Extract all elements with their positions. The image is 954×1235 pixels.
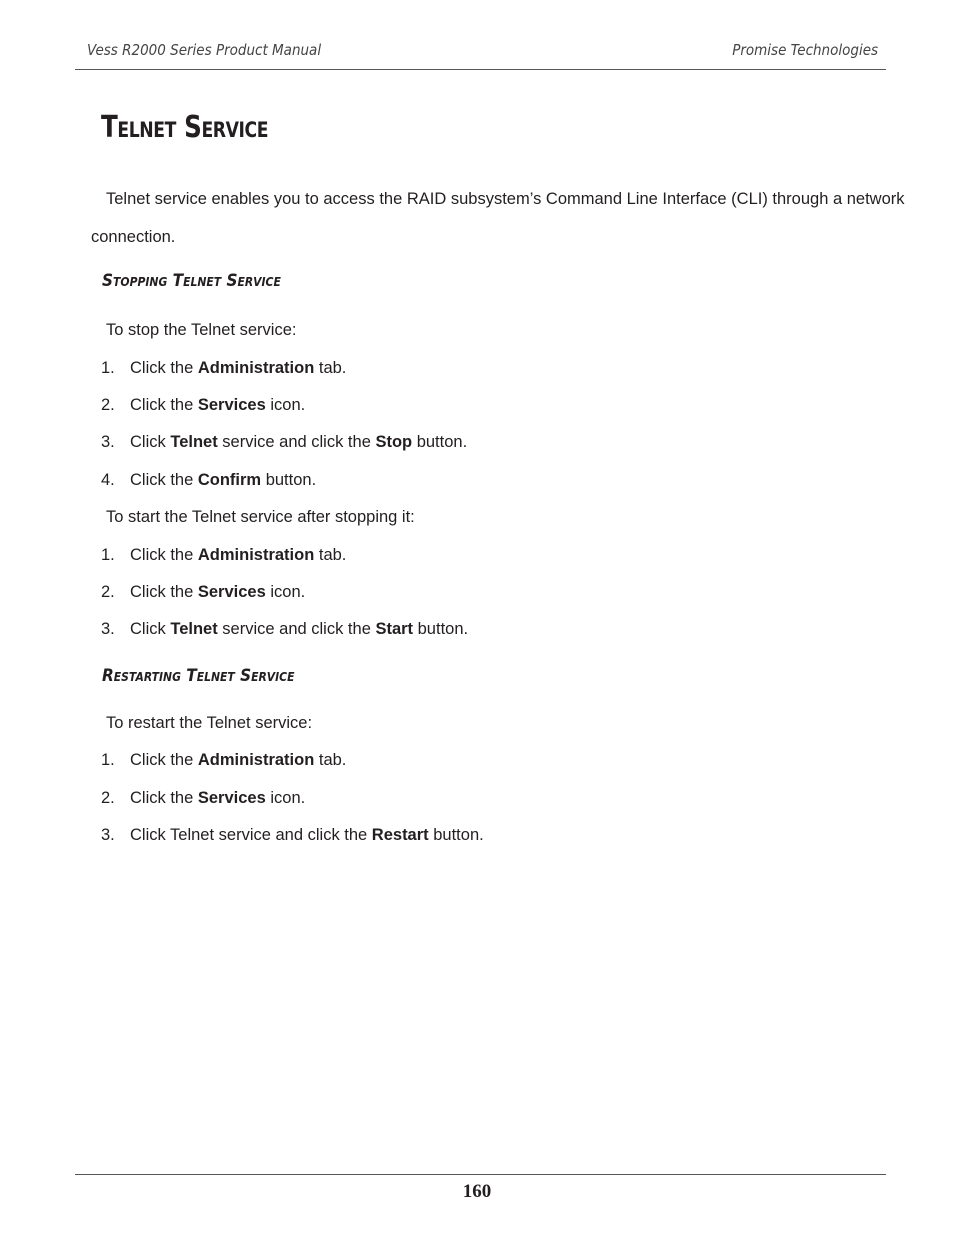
restart-intro: To restart the Telnet service:	[106, 714, 313, 732]
list-item: 1. Click the Administration tab.	[101, 359, 347, 377]
list-item: 1. Click the Administration tab.	[101, 751, 347, 769]
list-item: 2. Click the Services icon.	[101, 396, 306, 414]
section-heading-stopping: Stopping Telnet Service	[102, 271, 281, 291]
list-item: 3. Click Telnet service and click the Stop button.	[101, 433, 468, 451]
footer-divider	[75, 1174, 886, 1175]
page-title: Telnet Service	[101, 110, 269, 145]
start-intro: To start the Telnet service after stopping it:	[106, 508, 415, 526]
header-company: Promise Technologies	[732, 41, 878, 59]
stop-intro: To stop the Telnet service:	[106, 321, 297, 339]
intro-paragraph-line1: Telnet service enables you to access the RAID subsystem’s Command Line Interface (CLI) through a network	[106, 190, 905, 208]
list-item: 1. Click the Administration tab.	[101, 546, 347, 564]
header-manual-title: Vess R2000 Series Product Manual	[87, 41, 322, 59]
page-number: 160	[462, 1181, 492, 1202]
page-header	[75, 38, 886, 70]
list-item: 3. Click Telnet service and click the Start button.	[101, 620, 469, 638]
intro-paragraph-line2: connection.	[91, 228, 176, 246]
list-item: 3. Click Telnet service and click the Restart button.	[101, 826, 484, 844]
list-item: 2. Click the Services icon.	[101, 583, 306, 601]
list-item: 4. Click the Confirm button.	[101, 471, 317, 489]
section-heading-restarting: Restarting Telnet Service	[102, 666, 295, 686]
list-item: 2. Click the Services icon.	[101, 789, 306, 807]
